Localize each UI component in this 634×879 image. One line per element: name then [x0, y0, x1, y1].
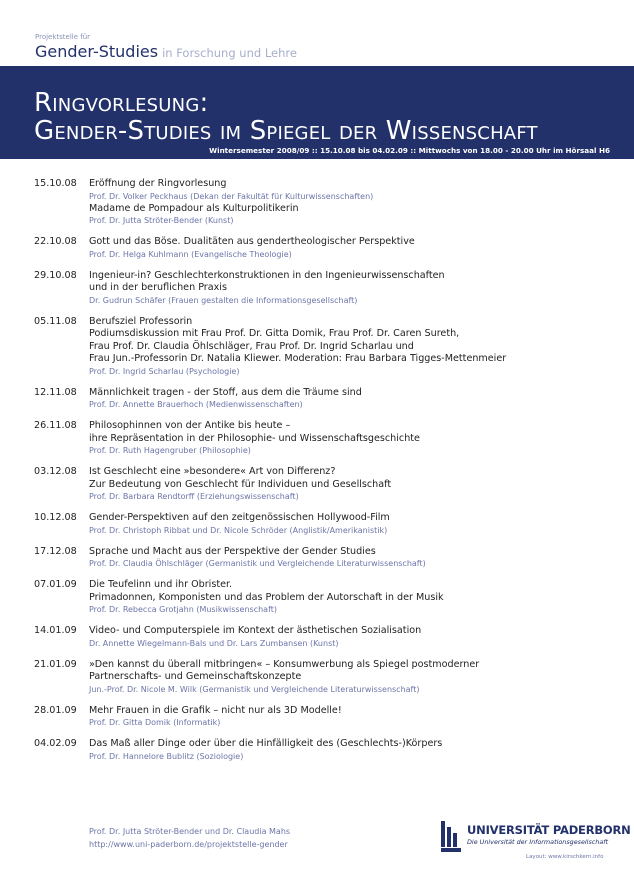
title-banner: [0, 66, 634, 159]
lecture-schedule: [34, 178, 624, 772]
schedule-entry: [34, 420, 624, 457]
schedule-entry: [34, 236, 624, 261]
entry-title: Primadonnen, Komponisten und das Problem der Autorschaft in der Musik: [89, 591, 444, 603]
entry-speaker: Prof. Dr. Hannelore Bublitz (Soziologie): [89, 751, 244, 761]
university-logo-icon: [440, 819, 462, 853]
entry-title: Madame de Pompadour als Kulturpolitikerin: [89, 202, 299, 214]
entry-title: Das Maß aller Dinge oder über die Hinfälligkeit des (Geschlechts-)Körpers: [89, 738, 443, 749]
schedule-entry: [34, 659, 624, 696]
entry-speaker: Prof. Dr. Rebecca Grotjahn (Musikwissenschaft): [89, 605, 278, 614]
schedule-entry: [34, 387, 624, 412]
header: [0, 0, 634, 66]
entry-title: Philosophinnen von der Antike bis heute –: [89, 420, 291, 431]
entry-speaker: Prof. Dr. Helga Kuhlmann (Evangelische Theologie): [89, 249, 292, 259]
entry-speaker: Prof. Dr. Christoph Ribbat und Dr. Nicole Schröder (Anglistik/Amerikanistik): [89, 525, 388, 535]
entry-date: 28.01.09: [34, 704, 77, 716]
entry-content: [89, 270, 624, 307]
schedule-entry: [34, 705, 624, 730]
entry-speaker: Dr. Gudrun Schäfer (Frauen gestalten die Informationsgesellschaft): [89, 295, 358, 305]
entry-speaker: Prof. Dr. Claudia Öhlschläger (Germanistik und Vergleichende Literaturwissenschaft): [89, 559, 426, 568]
entry-content: [89, 316, 624, 378]
entry-title: ihre Repräsentation in der Philosophie- und Wissenschaftsgeschichte: [89, 432, 420, 444]
entry-title: Die Teufelinn und ihr Obrister.: [89, 579, 233, 590]
entry-title: Männlichkeit tragen - der Stoff, aus dem die Träume sind: [89, 386, 362, 398]
entry-content: [89, 705, 624, 730]
entry-content: [89, 659, 624, 696]
entry-title: Frau Prof. Dr. Claudia Öhlschläger, Frau Prof. Dr. Ingrid Scharlau und: [89, 340, 414, 352]
entry-date: 12.11.08: [34, 386, 77, 398]
brand-title: [35, 42, 297, 61]
entry-content: [89, 738, 624, 763]
schedule-entry: [34, 625, 624, 650]
entry-date: 03.12.08: [34, 466, 77, 477]
entry-speaker: Prof. Dr. Volker Peckhaus (Dekan der Fakultät für Kulturwissenschaften): [89, 191, 374, 201]
brand-subtitle: in Forschung und Lehre: [162, 46, 297, 60]
entry-date: 17.12.08: [34, 545, 77, 557]
entry-date: 07.01.09: [34, 579, 77, 590]
entry-title: »Den kannst du überall mitbringen« – Konsumwerbung als Spiegel postmoderner: [89, 658, 480, 670]
header-small-label: Projektstelle für: [35, 33, 91, 41]
entry-title: Gott und das Böse. Dualitäten aus gendertheologischer Perspektive: [89, 236, 415, 247]
entry-speaker: Prof. Dr. Barbara Rendtorff (Erziehungswissenschaft): [89, 492, 299, 501]
entry-speaker: Prof. Dr. Gitta Domik (Informatik): [89, 718, 221, 727]
entry-date: 10.12.08: [34, 512, 77, 523]
entry-date: 22.10.08: [34, 236, 77, 247]
entry-content: [89, 625, 624, 650]
schedule-entry: [34, 270, 624, 307]
university-logo: [440, 818, 631, 870]
schedule-entry: [34, 738, 624, 763]
entry-date: 21.01.09: [34, 658, 77, 670]
entry-content: [89, 420, 624, 457]
entry-content: [89, 387, 624, 412]
entry-title: Ingenieur-in? Geschlechterkonstruktionen in den Ingenieurwissenschaften: [89, 269, 445, 281]
entry-speaker: Prof. Dr. Annette Brauerhoch (Medienwissenschaften): [89, 400, 303, 409]
entry-content: [89, 178, 624, 227]
entry-title: Sprache und Macht aus der Perspektive der Gender Studies: [89, 545, 376, 557]
entry-date: 05.11.08: [34, 315, 77, 327]
entry-date: 04.02.09: [34, 738, 77, 749]
entry-title: Eröffnung der Ringvorlesung: [89, 178, 227, 189]
entry-content: [89, 546, 624, 571]
schedule-entry: [34, 316, 624, 378]
brand-name: Gender-Studies: [35, 42, 159, 61]
footer-url-link[interactable]: http://www.uni-paderborn.de/projektstelle-gender: [89, 840, 288, 849]
entry-content: [89, 579, 624, 616]
schedule-entry: [34, 512, 624, 537]
entry-title: Mehr Frauen in die Grafik – nicht nur als 3D Modelle!: [89, 704, 342, 716]
entry-title: und in der beruflichen Praxis: [89, 282, 227, 293]
entry-title: Zur Bedeutung von Geschlecht für Individuen und Gesellschaft: [89, 478, 392, 490]
entry-speaker: Prof. Dr. Ingrid Scharlau (Psychologie): [89, 366, 240, 376]
entry-date: 29.10.08: [34, 269, 77, 281]
entry-speaker: Prof. Dr. Jutta Ströter-Bender (Kunst): [89, 216, 234, 225]
schedule-entry: [34, 579, 624, 616]
university-name: UNIVERSITÄT PADERBORN: [467, 823, 631, 837]
title-line-1: Ringvorlesung:: [34, 88, 209, 118]
footer-contact: [89, 825, 290, 851]
entry-speaker: Prof. Dr. Ruth Hagengruber (Philosophie): [89, 446, 251, 455]
entry-content: [89, 466, 624, 503]
layout-credit: Layout: www.kirschkern.info: [526, 854, 604, 860]
schedule-entry: [34, 466, 624, 503]
university-tagline: Die Universität der Informationsgesellschaft: [467, 838, 609, 846]
entry-title: Partnerschafts- und Gemeinschaftskonzepte: [89, 671, 302, 682]
entry-content: [89, 512, 624, 537]
entry-title: Video- und Computerspiele im Kontext der ästhetischen Sozialisation: [89, 625, 422, 636]
entry-date: 14.01.09: [34, 625, 77, 636]
entry-title: Ist Geschlecht eine »besondere« Art von Differenz?: [89, 466, 336, 477]
entry-date: 15.10.08: [34, 178, 77, 189]
entry-title: Gender-Perspektiven auf den zeitgenössischen Hollywood-Film: [89, 512, 390, 523]
schedule-entry: [34, 546, 624, 571]
entry-title: Frau Jun.-Professorin Dr. Natalia Kliewer. Moderation: Frau Barbara Tigges-Mettenmeier: [89, 353, 507, 364]
entry-speaker: Dr. Annette Wiegelmann-Bals und Dr. Lars Zumbansen (Kunst): [89, 638, 339, 648]
title-line-2: Gender-Studies im Spiegel der Wissenschaft: [34, 116, 538, 146]
semester-info: Wintersemester 2008/09 :: 15.10.08 bis 04.02.09 :: Mittwochs von 18.00 - 20.00 Uhr im Hörsaal H6: [209, 146, 610, 155]
organizers: Prof. Dr. Jutta Ströter-Bender und Dr. Claudia Mahs: [89, 827, 291, 836]
entry-date: 26.11.08: [34, 420, 77, 431]
entry-content: [89, 236, 624, 261]
schedule-entry: [34, 178, 624, 227]
entry-title: Berufsziel Professorin: [89, 315, 193, 327]
entry-title: Podiumsdiskussion mit Frau Prof. Dr. Gitta Domik, Frau Prof. Dr. Caren Sureth,: [89, 328, 460, 339]
entry-speaker: Jun.-Prof. Dr. Nicole M. Wilk (Germanistik und Vergleichende Literaturwissenschaft): [89, 684, 420, 694]
